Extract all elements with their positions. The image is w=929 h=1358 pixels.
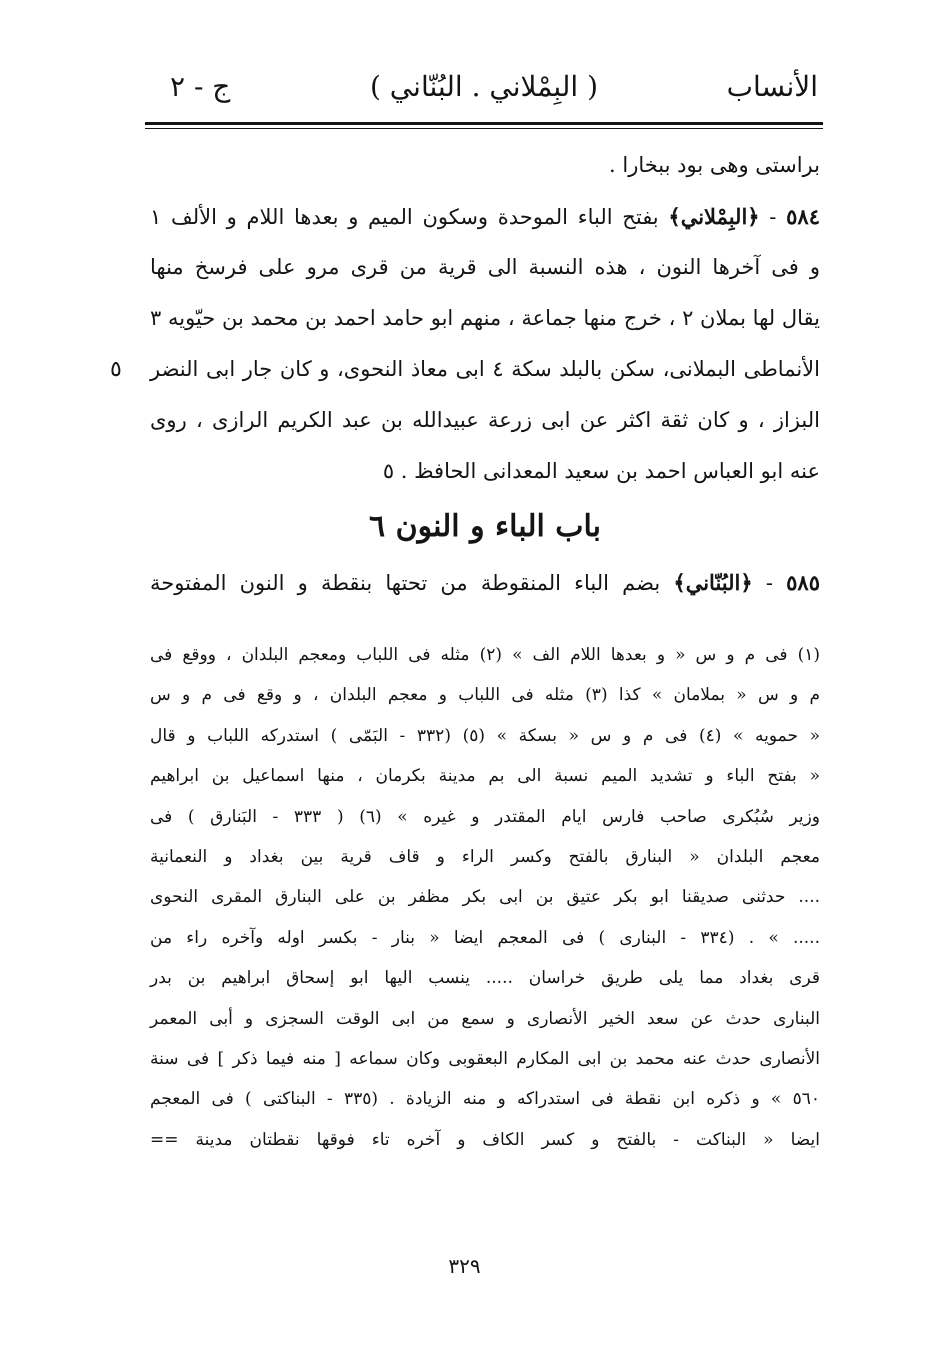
- footnote-line: م و س « بملامان » كذا (٣) مثله فى اللباب و معجم البلدان ، و وقع فى م و س: [150, 685, 820, 706]
- entry-585-heading: [150, 557, 820, 608]
- entry-lemma: ﴿البُنّاني﴾: [673, 570, 753, 595]
- entry-dash: -: [752, 571, 773, 595]
- footnote-line: معجم البلدان « البنارق بالفتح وكسر الراء و قاف قرية بين بغداد و النعمانية: [150, 846, 820, 867]
- footnote-line: البنارى حدث عن سعد الخير الأنصارى و سمع من ابى الوقت السجزى و أبى المعمر: [150, 1008, 820, 1029]
- footnote-line: الأنصارى حدث عنه محمد بن ابى المكارم البعقوبى وكان سماعه [ منه فيما ذكر ] فى سنة: [150, 1048, 820, 1069]
- text-line-content: الأنماطى البملانى، سكن بالبلد سكة ٤ ابى معاذ النحوى، و كان جار ابى النضر: [150, 357, 820, 381]
- text-line: و فى آخرها النون ، هذه النسبة الى قرية من قرى مرو على فرسخ منها: [150, 255, 820, 279]
- footnotes: [150, 635, 820, 1160]
- footnote-line: « حمويه » (٤) فى م و س « بسكة » (٥) (٣٣٢ - البَمّى ) استدركه اللباب و قال: [150, 725, 820, 746]
- footnote-line: وزير سُبُكرى صاحب فارس ايام المقتدر و غيره » (٦) ( ٣٣٣ - البَنارق ) فى: [150, 806, 821, 827]
- footnote-line: « بفتح الباء و تشديد الميم نسبة الى بم مدينة بكرمان ، منها اسماعيل بن ابراهيم: [150, 766, 820, 787]
- text-line: عنه ابو العباس احمد بن سعيد المعدانى الحافظ . ٥: [382, 459, 820, 483]
- running-header: [150, 70, 818, 114]
- entry-number: ٥٨٤: [786, 204, 820, 229]
- section-title: باب الباء و النون ٦: [369, 509, 601, 544]
- margin-line-number: ٥: [110, 357, 122, 382]
- footnote-line: ٥٦٠ » و ذكره ابن نقطة فى استدراكه و منه الزيادة . (٣٣٥ - البناكتى ) فى المعجم: [150, 1089, 820, 1110]
- footnote-line: ايضا « البناكت - بالفتح و كسر الكاف و آخره تاء فوقها نقطتان مدينة ==: [150, 1129, 820, 1150]
- footnote-line: (١) فى م و س « و بعدها اللام الف » (٢) مثله فى اللباب ومعجم البلدان ، ووقع فى: [150, 645, 821, 665]
- main-text: [110, 140, 820, 608]
- entry-text: بضم الباء المنقوطة من تحتها بنقطة و النون المفتوحة: [150, 571, 661, 595]
- entry-lemma: ﴿البِمْلاني﴾: [668, 204, 760, 229]
- text-line: يقال لها بملان ٢ ، خرج منها جماعة ، منهم ابو حامد احمد بن محمد بن حيّويه ٣: [150, 306, 820, 330]
- footnote-line: ..... » . (٣٣٤ - البنارى ) فى المعجم ايضا « بنار - بكسر اوله وآخره راء من: [150, 927, 820, 948]
- header-rule-thin: [145, 128, 823, 129]
- footnote-line: .... حدثنى صديقنا ابو بكر عتيق بن ابى بكر مظفر بن على البنارق المقرى النحوى: [150, 887, 820, 908]
- text-line: البزاز ، و كان ثقة اكثر عن ابى زرعة عبيدالله بن عبد الكريم الرازى ، روى: [150, 408, 820, 432]
- entry-dash: -: [759, 205, 777, 229]
- footnote-line: قرى بغداد مما يلى طريق خراسان ..... ينسب اليها ابو إسحاق ابراهيم بن بدر: [150, 968, 820, 989]
- header-entry-range: ( البِمْلاني . البُنّاني ): [369, 70, 598, 103]
- text-line: براستى وهى بود ببخارا .: [609, 153, 820, 177]
- entry-584-heading: [150, 191, 820, 242]
- text-line-with-margin: [110, 344, 820, 395]
- page-number: ٣٢٩: [448, 1254, 481, 1278]
- entry-text: بفتح الباء الموحدة وسكون الميم و بعدها اللام و الألف ١: [150, 205, 659, 229]
- entry-number: ٥٨٥: [786, 570, 820, 595]
- header-volume: ج - ٢: [170, 70, 231, 103]
- header-rule-thick: [145, 122, 823, 125]
- header-book-title: الأنساب: [726, 70, 818, 103]
